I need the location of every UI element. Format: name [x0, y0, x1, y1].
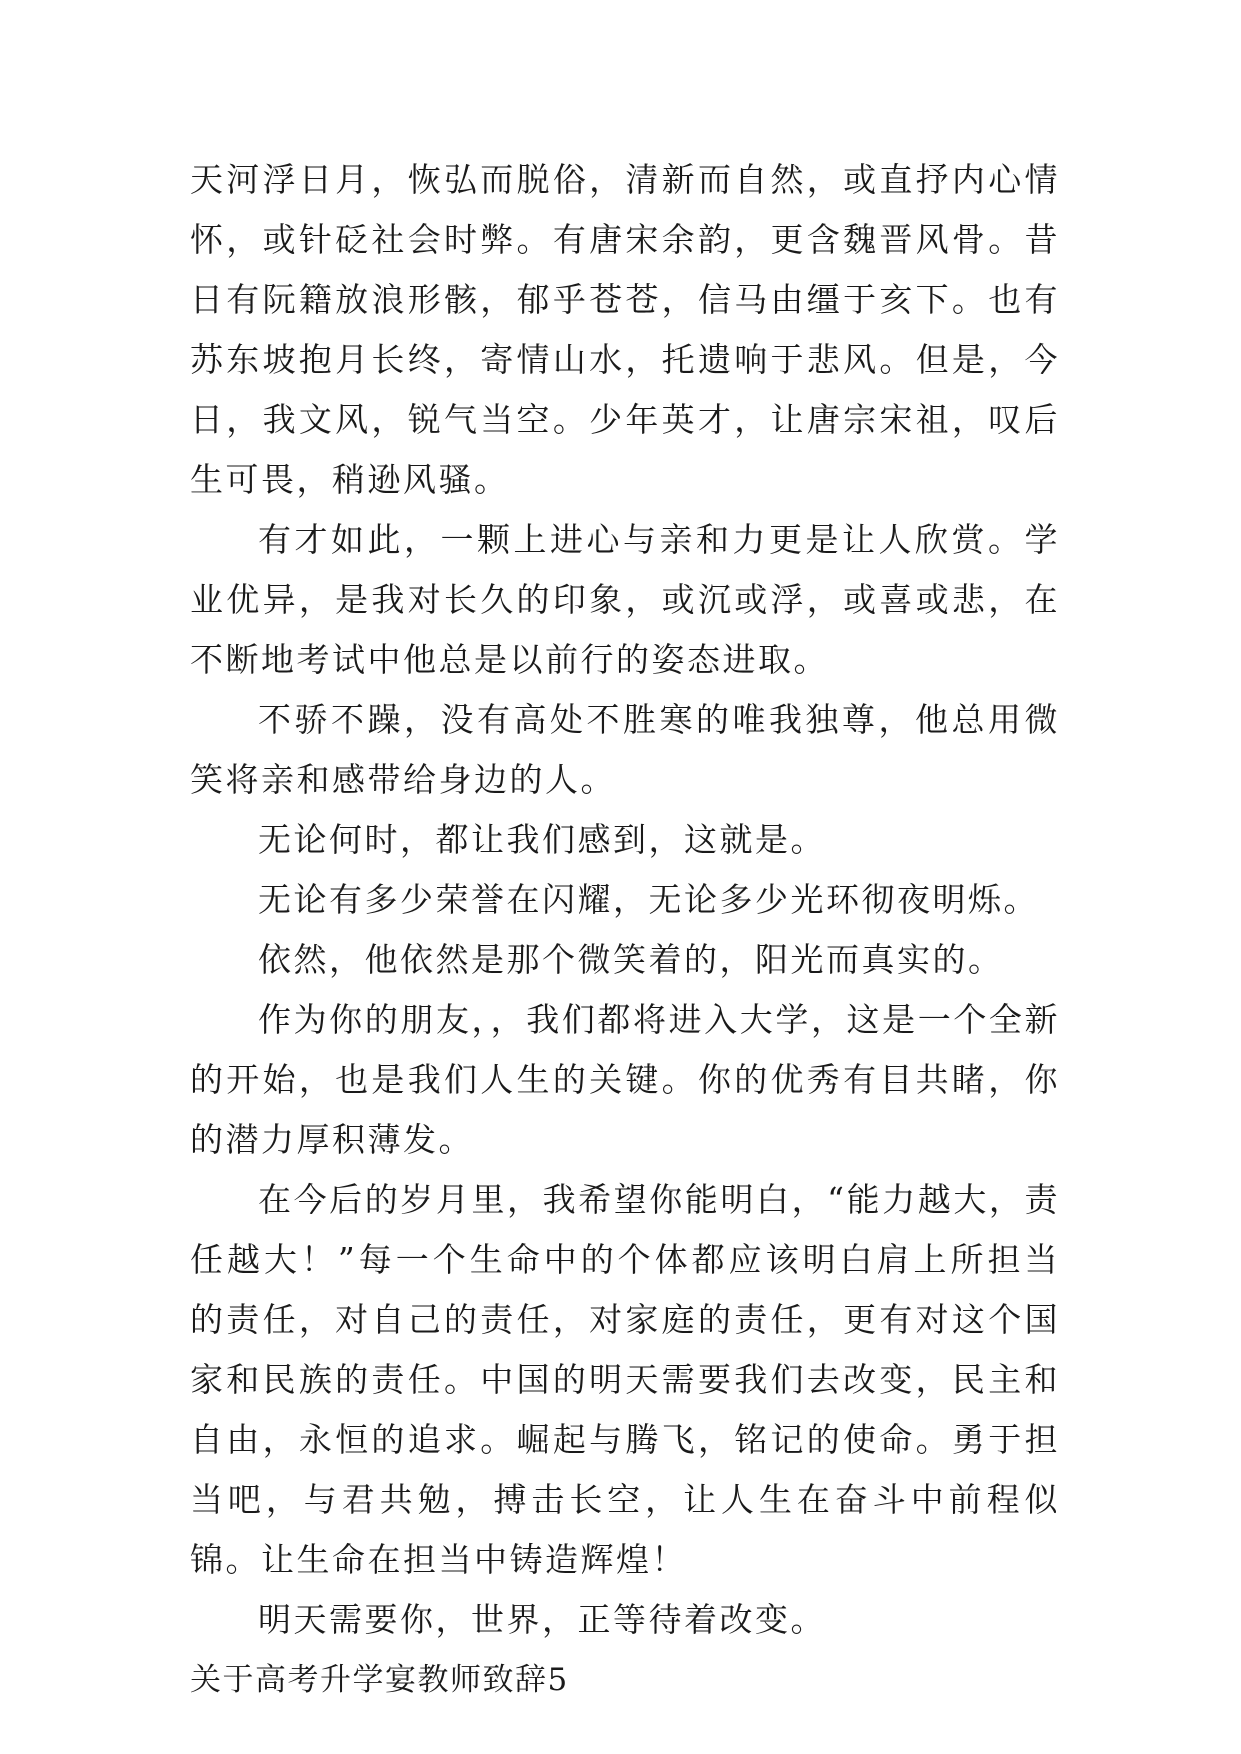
- section-heading: 关于高考升学宴教师致辞5: [190, 1662, 569, 1698]
- document-page: [190, 150, 1060, 1710]
- paragraph-5: 无论有多少荣誉在闪耀，无论多少光环彻夜明烁。: [258, 880, 1039, 919]
- paragraph-8: 在今后的岁月里，我希望你能明白，“能力越大，责任越大！”每一个生命中的个体都应该明白肩上所担当的责任，对自己的责任，对家庭的责任，更有对这个国家和民族的责任。中国的明天需要我们去改变，民主和自由，永恒的追求。崛起与腾飞，铭记的使命。勇于担当吧，与君共勉，搏击长空，让人生在奋斗中前程似锦。让生命在担当中铸造辉煌！: [190, 1180, 1060, 1579]
- paragraph-9: 明天需要你，世界，正等待着改变。: [258, 1600, 826, 1639]
- paragraph-6: 依然，他依然是那个微笑着的，阳光而真实的。: [258, 940, 1004, 979]
- paragraph-7: 作为你的朋友，，我们都将进入大学，这是一个全新的开始，也是我们人生的关键。你的优秀有目共睹，你的潜力厚积薄发。: [190, 1000, 1060, 1159]
- paragraph-3: 不骄不躁，没有高处不胜寒的唯我独尊，他总用微笑将亲和感带给身边的人。: [190, 700, 1060, 799]
- paragraph-1: 天河浮日月，恢弘而脱俗，清新而自然，或直抒内心情怀，或针砭社会时弊。有唐宋余韵，更含魏晋风骨。昔日有阮籍放浪形骸，郁乎苍苍，信马由缰于亥下。也有苏东坡抱月长终，寄情山水，托遗响于悲风。但是，今日，我文风，锐气当空。少年英才，让唐宗宋祖，叹后生可畏，稍逊风骚。: [190, 160, 1060, 499]
- paragraph-4: 无论何时，都让我们感到，这就是。: [258, 820, 826, 859]
- paragraph-2: 有才如此，一颗上进心与亲和力更是让人欣赏。学业优异，是我对长久的印象，或沉或浮，或喜或悲，在不断地考试中他总是以前行的姿态进取。: [190, 520, 1060, 679]
